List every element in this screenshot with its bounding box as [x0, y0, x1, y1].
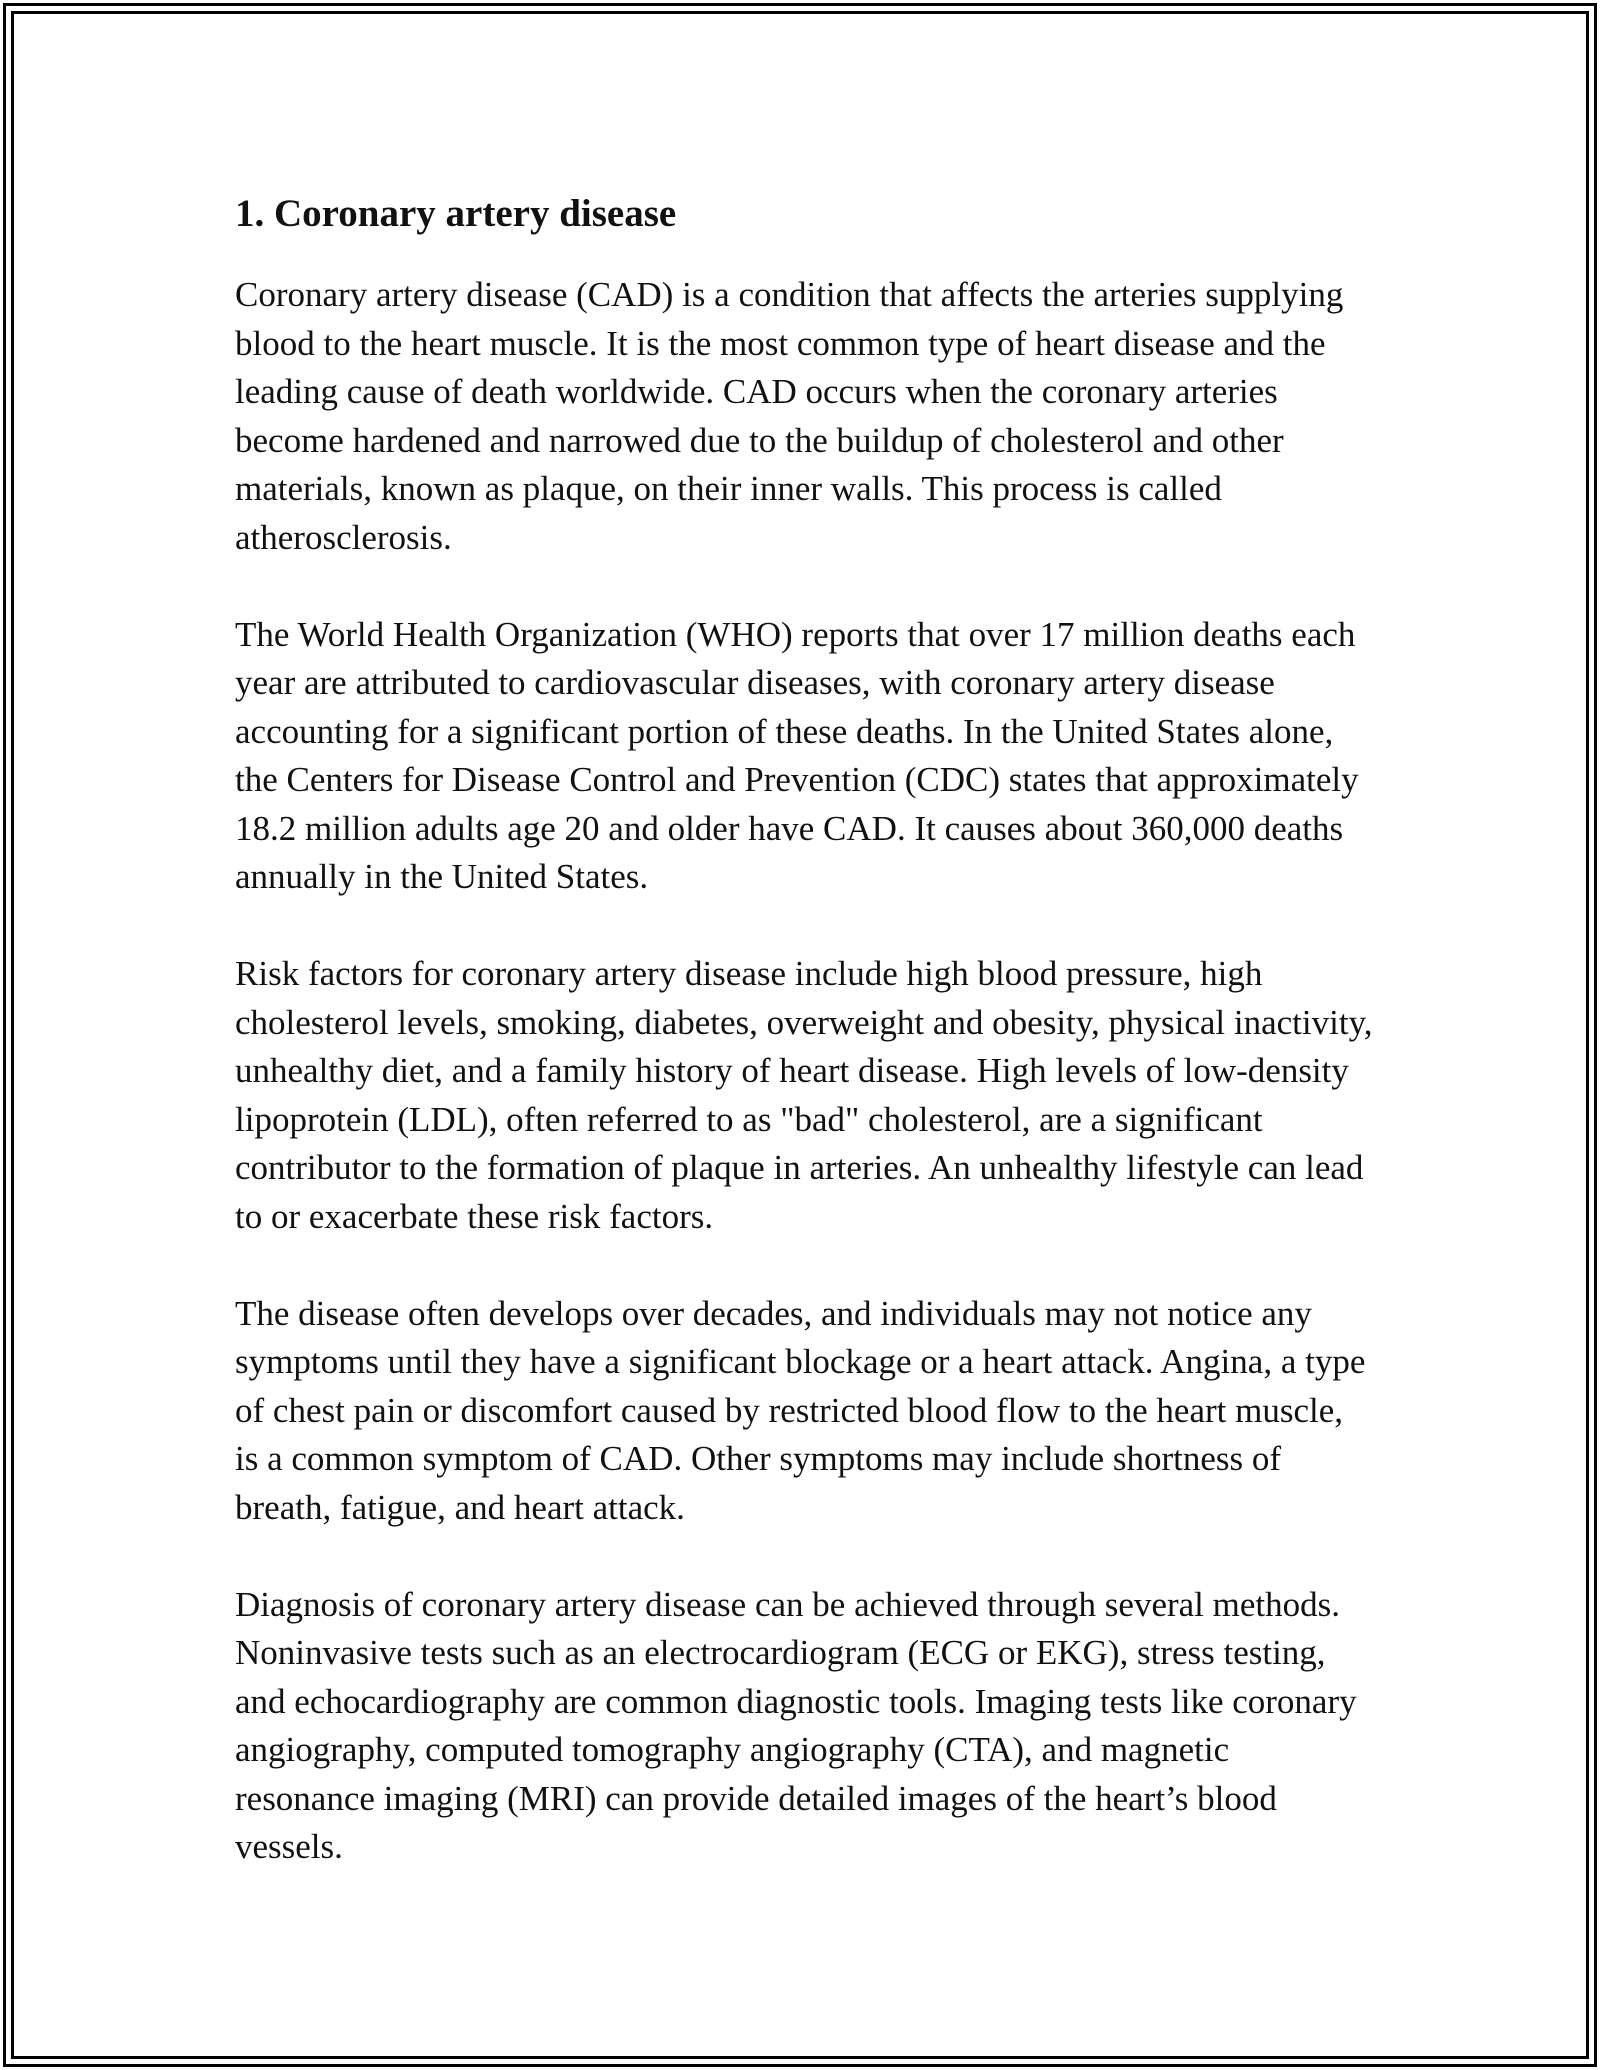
section-heading: 1. Coronary artery disease — [235, 192, 677, 235]
paragraph-symptoms: The disease often develops over decades, and individuals may not notice any symptoms until they have a significant blockage or a heart attack. Angina, a type of chest pain or discomfort caused by restricted blood flow to the heart muscle, is a common symptom of CAD. Other symptoms may include shortness of breath, fatigue, and heart attack. — [235, 1293, 1366, 1527]
document-body — [235, 185, 1375, 1920]
paragraph-diagnosis: Diagnosis of coronary artery disease can be achieved through several methods. Noninvasive tests such as an electrocardiogram (ECG or EKG), stress testing, and echocardiography are common diagnostic tools. Imaging tests like coronary angiography, computed tomography angiography (CTA), and magnetic resonance imaging (MRI) can provide detailed images of the heart’s blood vessels. — [235, 1584, 1357, 1866]
paragraph-cad-definition: Coronary artery disease (CAD) is a condition that affects the arteries supplying blood to the heart muscle. It is the most common type of heart disease and the leading cause of death worldwide. CAD occurs when the coronary arteries become hardened and narrowed due to the buildup of cholesterol and other materials, known as plaque, on their inner walls. This process is called atherosclerosis. — [235, 275, 1344, 557]
paragraph-risk-factors: Risk factors for coronary artery disease include high blood pressure, high cholesterol levels, smoking, diabetes, overweight and obesity, physical inactivity, unhealthy diet, and a family history of heart disease. High levels of low-density lipoprotein (LDL), often referred to as "bad" cholesterol, are a significant contributor to the formation of plaque in arteries. An unhealthy lifestyle can lead to or exacerbate these risk factors. — [235, 954, 1373, 1236]
paragraph-statistics: The World Health Organization (WHO) reports that over 17 million deaths each year are attributed to cardiovascular diseases, with coronary artery disease accounting for a significant portion of these deaths. In the United States alone, the Centers for Disease Control and Prevention (CDC) states that approximately 18.2 million adults age 20 and older have CAD. It causes about 360,000 deaths annually in the United States. — [235, 614, 1359, 896]
